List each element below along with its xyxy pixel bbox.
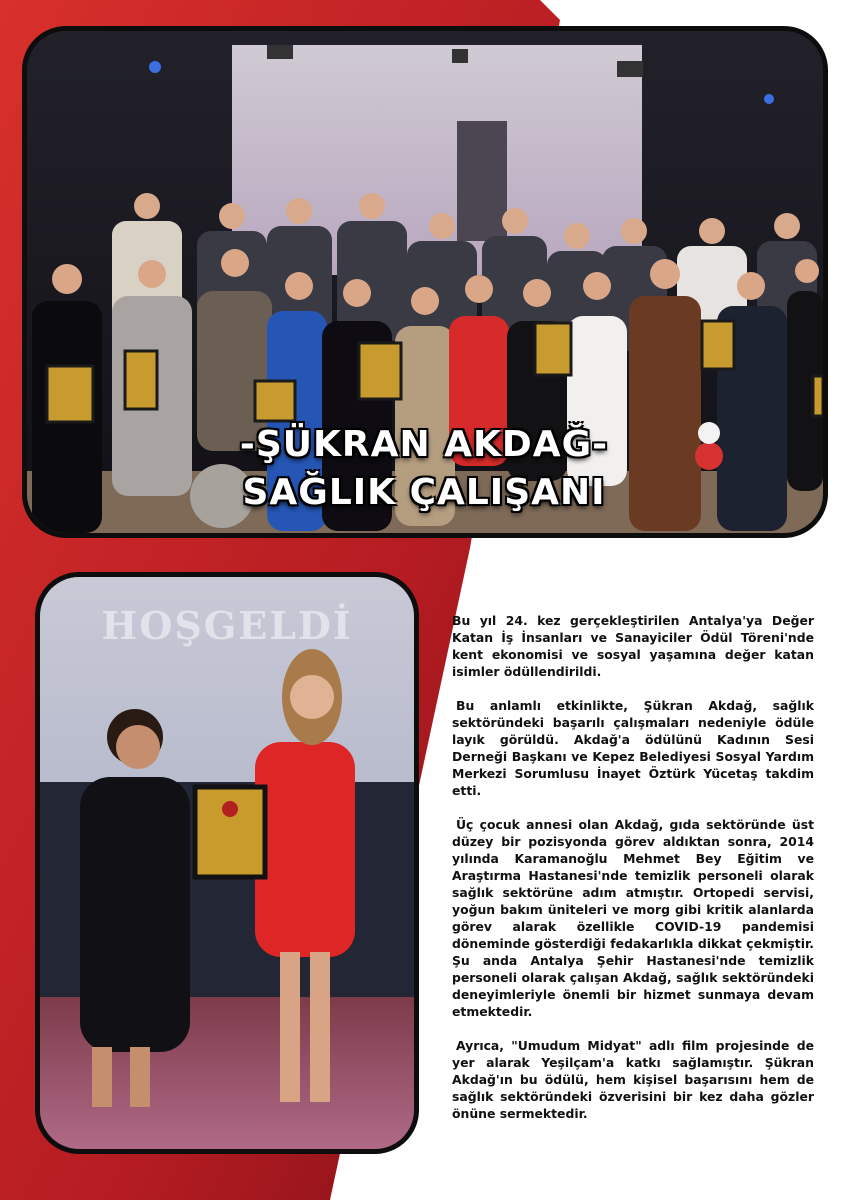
article-paragraph: Üç çocuk annesi olan Akdağ, gıda sektöründe üst düzey bir pozisyonda görev aldıktan sonra, 2014 yılında Karamanoğlu Mehmet Bey Eğitim ve Araştırma Hastanesi'nde temizlik personeli olarak sağlık sektörüne adım atmıştır. Ortopedi servisi, yoğun bakım üniteleri ve morg gibi kritik alanlarda görev alarak özellikle COVID-19 pandemisi döneminde gösterdiği fedakarlıkla dikkat çekmiştir. Şu anda Antalya Şehir Hastanesi'nde temizlik personeli olarak çalışan Akdağ, sağlık sektöründeki deneyimleriyle önemli bir hizmet sunmaya devam etmektedir. [452, 817, 814, 1019]
backdrop-welcome-text: HOŞGELDİ [101, 603, 353, 648]
article-paragraph: Bu yıl 24. kez gerçekleştirilen Antalya'ya Değer Katan İş İnsanları ve Sanayiciler Ödül Töreni'nde kent ekonomisi ve sosyal yaşamına değer katan isimler ödüllendirildi. [452, 613, 814, 679]
award-photo [35, 572, 419, 1154]
article-body [452, 612, 814, 1139]
headline-title: SAĞLIK ÇALIŞANI [242, 472, 606, 513]
article-paragraph: Ayrıca, "Umudum Midyat" adlı film projesinde de yer alarak Yeşilçam'a katkı sağlamıştır. Şükran Akdağ'ın bu ödülü, hem kişisel başarısını hem de sağlık sektöründeki özverisini bir kez daha gözler önüne sermektedir. [452, 1038, 814, 1121]
headline-name: -ŞÜKRAN AKDAĞ- [239, 424, 609, 465]
article-paragraph: Bu anlamlı etkinlikte, Şükran Akdağ, sağlık sektöründeki başarılı çalışmaları nedeniyle ödüle layık görüldü. Akdağ'a ödülünü Kadının Sesi Derneği Başkanı ve Kepez Belediyesi Sosyal Yardım Merkezi Sorumlusu İnayet Öztürk Yücetaş takdim etti. [452, 698, 814, 798]
